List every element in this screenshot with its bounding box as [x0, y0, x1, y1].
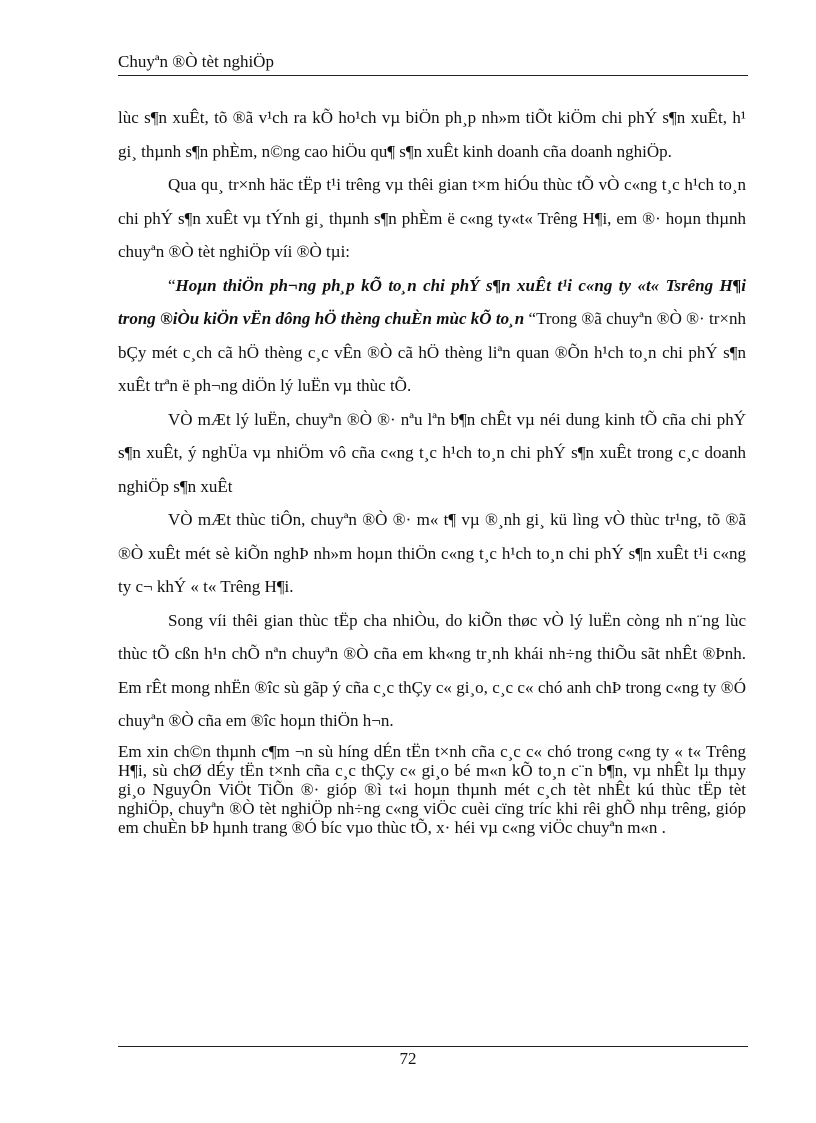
page-header-title: Chuyªn ®Ò tèt nghiÖp — [118, 52, 274, 71]
paragraph-intro: lùc s¶n xuÊt, tõ ®ã v¹ch ra kÕ ho¹ch vµ biÖn ph¸p nh»m tiÕt kiÖm chi phÝ s¶n xuÊt, h¹ gi¸ thµnh s¶n phÈm, n©ng cao hiÖu qu¶ s¶n xuÊt kinh doanh cña doanh nghiÖp. — [118, 108, 746, 161]
page-number: 72 — [399, 1049, 417, 1068]
header-rule — [118, 75, 748, 76]
paragraph-study: Qua qu¸ tr×nh häc tËp t¹i trêng vµ thêi gian t×m hiÓu thùc tÕ vÒ c«ng t¸c h¹ch to¸n chi phÝ s¶n xuÊt vµ tÝnh gi¸ thµnh s¶n phÈm ë c«ng ty«t« Trêng H¶i, em ®· hoµn thµnh chuyªn ®Ò tèt nghiÖp víi ®Ò tµi: — [118, 175, 746, 261]
paragraph-practice: VÒ mÆt thùc tiÔn, chuyªn ®Ò ®· m« t¶ vµ ®¸nh gi¸ kü lìng vÒ thùc tr¹ng, tõ ®ã ®Ò xuÊt mét sè kiÕn nghÞ nh»m hoµn thiÖn c«ng t¸c h¹ch to¸n chi phÝ s¶n xuÊt t¹i c«ng ty c¬ khÝ « t« Trêng H¶i. — [118, 510, 746, 596]
paragraph-limitations: Song víi thêi gian thùc tËp cha nhiÒu, do kiÕn thøc vÒ lý luËn còng nh n¨ng lùc thùc tÕ cßn h¹n chÕ nªn chuyªn ®Ò cña em kh«ng tr¸nh khái nh÷ng thiÕu sãt nhÊt ®Þnh. Em rÊt mong nhËn ®îc sù gãp ý cña c¸c thÇy c« gi¸o, c¸c c« chó anh chÞ trong c«ng ty ®Ó chuyªn ®Ò cña em ®îc hoµn thiÖn h¬n. — [118, 610, 746, 730]
topic-title: Hoµn thiÖn ph¬ng ph¸p kÕ to¸n chi phÝ s¶n xuÊt t¹i c«ng ty «t« Tsrêng H¶i trong ®iÒu kiÖn vËn dông hÖ thèng chuÈn mùc kÕ to¸n — [118, 275, 746, 328]
topic-open-quote: “ — [168, 275, 176, 295]
document-body — [118, 101, 746, 837]
footer-rule — [118, 1046, 748, 1047]
paragraph-topic — [118, 269, 746, 403]
paragraph-theory: VÒ mÆt lý luËn, chuyªn ®Ò ®· nªu lªn b¶n chÊt vµ néi dung kinh tÕ cña chi phÝ s¶n xuÊt, ý nghÜa vµ nhiÖm vô cña c«ng t¸c h¹ch to¸n chi phÝ s¶n xuÊt trong c¸c doanh nghiÖp s¶n xuÊt — [118, 409, 746, 496]
paragraph-acknowledgement: Em xin ch©n thµnh c¶m ¬n sù híng dÉn tËn t×nh cña c¸c c« chó trong c«ng ty « t« Trêng H¶i, sù chØ dÉy tËn t×nh cña c¸c thÇy c« gi¸o bé m«n kÕ to¸n c¨n b¶n, vµ nhÊt lµ thµy gi¸o NguyÔn ViÖt TiÕn ®· gióp ®ì t«i hoµn thµnh mét c¸ch tèt nhÊt kú thùc tËp tèt nghiÖp, chuyªn ®Ò tèt nghiÖp nh÷ng c«ng viÖc cuèi cïng tríc khi rêi ghÕ nhµ trêng, gióp em chuÈn bÞ hµnh trang ®Ó bíc vµo thùc tÕ, x· héi vµ c«ng viÖc chuyªn m«n . — [118, 741, 746, 837]
topic-description: “Trong ®ã chuyªn ®Ò ®· tr×nh bÇy mét c¸ch cã hÖ thèng c¸c vÊn ®Ò cã hÖ thèng liªn quan ®Õn h¹ch to¸n chi phÝ s¶n xuÊt trªn ë ph¬ng diÖn lý luËn vµ thùc tÕ. — [118, 309, 746, 395]
